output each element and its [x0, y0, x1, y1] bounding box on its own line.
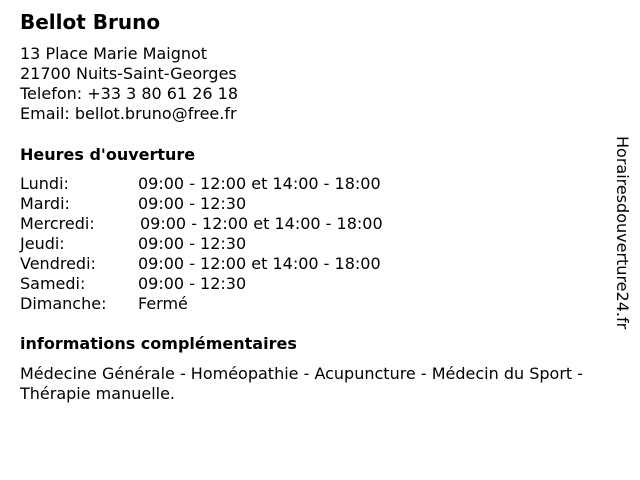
- info-heading: informations complémentaires: [20, 334, 297, 353]
- hours-heading: Heures d'ouverture: [20, 145, 196, 164]
- day-label: Mercredi:: [20, 214, 95, 233]
- business-name: Bellot Bruno: [20, 10, 161, 34]
- hours-value: 09:00 - 12:30: [138, 194, 247, 213]
- hours-row-monday: [20, 174, 383, 194]
- email-address: Email: bellot.bruno@free.fr: [20, 104, 237, 123]
- day-label: Jeudi:: [20, 234, 65, 253]
- hours-value: 09:00 - 12:00 et 14:00 - 18:00: [140, 214, 383, 233]
- phone-number: Telefon: +33 3 80 61 26 18: [20, 84, 239, 103]
- day-label: Mardi:: [20, 194, 70, 213]
- hours-value: 09:00 - 12:30: [138, 234, 247, 253]
- day-label: Vendredi:: [20, 254, 96, 273]
- site-watermark: Horairesdouverture24.fr: [613, 136, 632, 330]
- info-text: Médecine Générale - Homéopathie - Acupuncture - Médecin du Sport - Thérapie manuelle.: [20, 364, 584, 403]
- hours-row-wednesday: [20, 214, 383, 234]
- hours-row-friday: [20, 254, 383, 274]
- city-address: 21700 Nuits-Saint-Georges: [20, 64, 237, 83]
- hours-row-tuesday: [20, 194, 383, 214]
- hours-row-sunday: [20, 294, 383, 314]
- day-label: Samedi:: [20, 274, 86, 293]
- hours-row-thursday: [20, 234, 383, 254]
- address-block: [20, 44, 238, 124]
- hours-value: Fermé: [138, 294, 188, 313]
- hours-value: 09:00 - 12:00 et 14:00 - 18:00: [138, 254, 381, 273]
- street-address: 13 Place Marie Maignot: [20, 44, 208, 63]
- day-label: Lundi:: [20, 174, 69, 193]
- opening-hours-list: [20, 174, 383, 314]
- day-label: Dimanche:: [20, 294, 107, 313]
- hours-value: 09:00 - 12:00 et 14:00 - 18:00: [138, 174, 381, 193]
- hours-row-saturday: [20, 274, 383, 294]
- hours-value: 09:00 - 12:30: [138, 274, 247, 293]
